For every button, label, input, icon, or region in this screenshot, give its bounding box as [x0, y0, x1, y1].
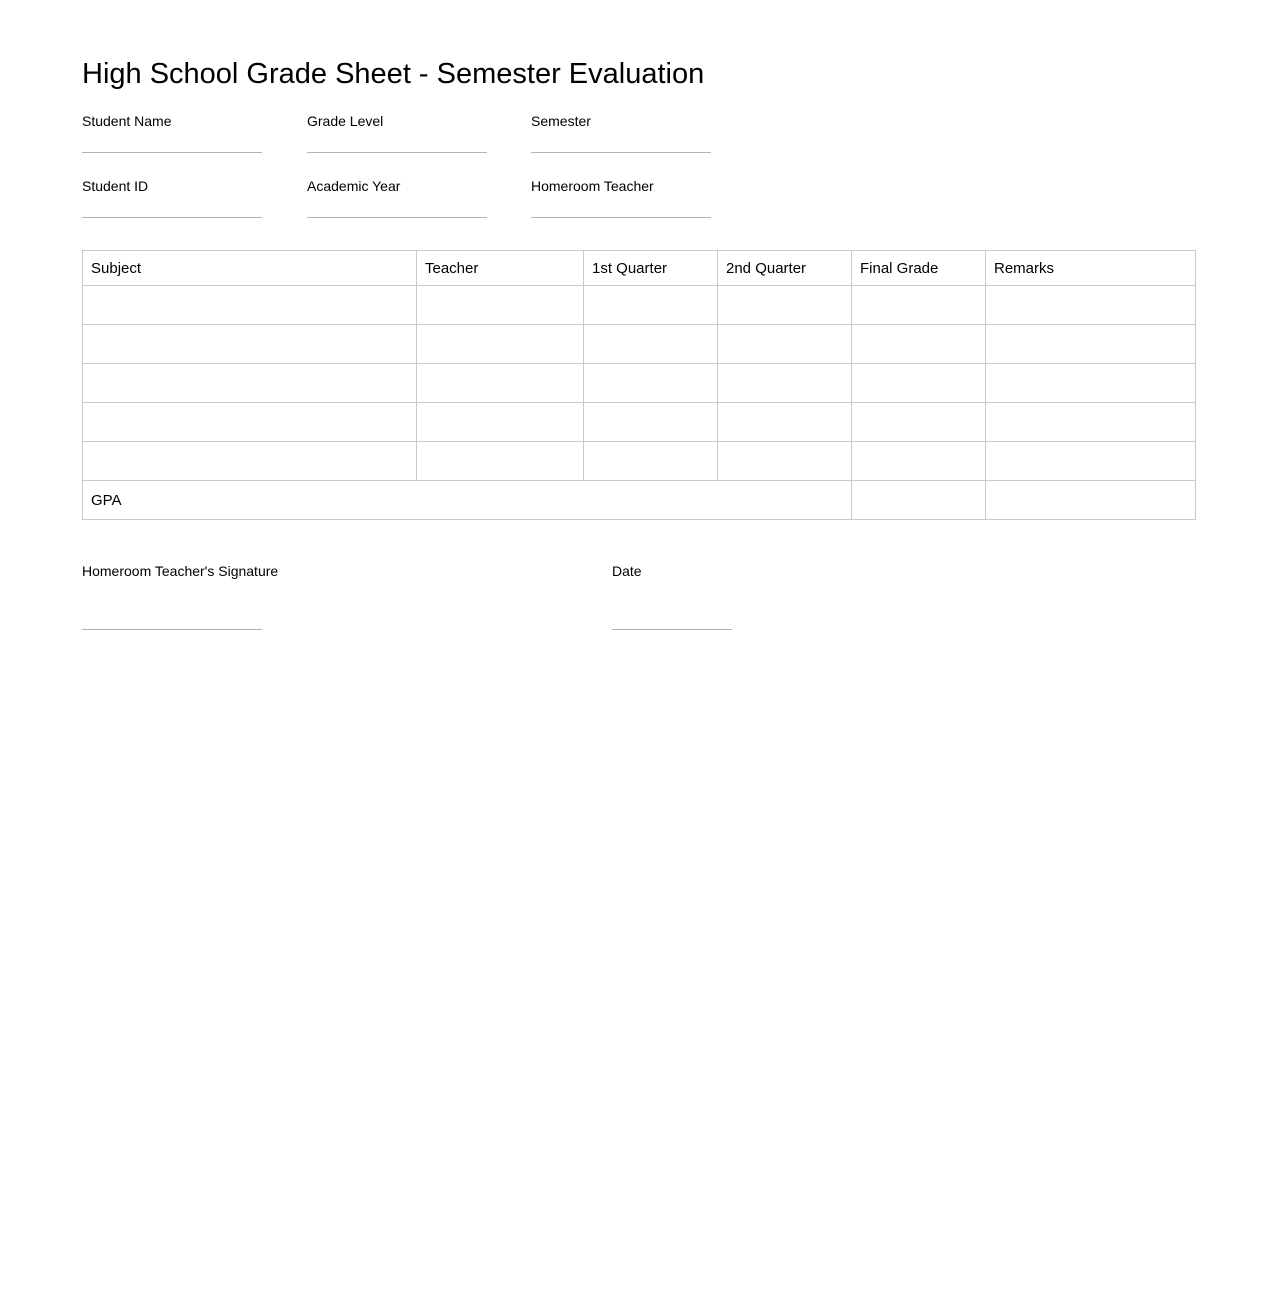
- grade-cell[interactable]: [417, 325, 584, 364]
- grade-cell[interactable]: [852, 442, 986, 481]
- grade-cell[interactable]: [986, 325, 1196, 364]
- grade-row: [83, 364, 1196, 403]
- signature-block: [82, 563, 612, 630]
- field-student-id: [82, 178, 307, 218]
- field-academic-year: [307, 178, 531, 218]
- homeroom-teacher-input[interactable]: [531, 198, 711, 218]
- col-header-2nd-quarter: 2nd Quarter: [718, 251, 852, 286]
- academic-year-label: Academic Year: [307, 178, 401, 194]
- student-name-label: Student Name: [82, 113, 172, 129]
- grade-cell[interactable]: [417, 442, 584, 481]
- grade-cell[interactable]: [718, 364, 852, 403]
- gpa-label-cell: GPA: [83, 481, 852, 520]
- gpa-row-section: [83, 481, 1196, 520]
- field-homeroom-teacher: [531, 178, 1195, 218]
- grade-cell[interactable]: [718, 442, 852, 481]
- page-title: High School Grade Sheet - Semester Evaluation: [82, 58, 705, 90]
- field-semester: [531, 113, 1195, 153]
- grade-level-label: Grade Level: [307, 113, 384, 129]
- semester-input[interactable]: [531, 133, 711, 153]
- semester-label: Semester: [531, 113, 591, 129]
- grade-cell[interactable]: [584, 325, 718, 364]
- grade-row: [83, 403, 1196, 442]
- grade-cell[interactable]: [83, 403, 417, 442]
- grade-cell[interactable]: [986, 286, 1196, 325]
- grade-cell[interactable]: [852, 286, 986, 325]
- grade-row: [83, 442, 1196, 481]
- grade-cell[interactable]: [83, 442, 417, 481]
- grade-cell[interactable]: [718, 325, 852, 364]
- grade-cell[interactable]: [417, 403, 584, 442]
- grade-cell[interactable]: [584, 286, 718, 325]
- grade-cell[interactable]: [852, 325, 986, 364]
- student-info-fields: [82, 113, 1195, 218]
- student-name-input[interactable]: [82, 133, 262, 153]
- gpa-row: [83, 481, 1196, 520]
- grade-cell[interactable]: [83, 325, 417, 364]
- grade-table-header: [83, 251, 1196, 286]
- grade-cell[interactable]: [986, 442, 1196, 481]
- col-header-subject: Subject: [83, 251, 417, 286]
- homeroom-teacher-label: Homeroom Teacher: [531, 178, 654, 194]
- date-input[interactable]: [612, 616, 732, 630]
- signature-input[interactable]: [82, 616, 262, 630]
- grade-cell[interactable]: [83, 364, 417, 403]
- col-header-remarks: Remarks: [986, 251, 1196, 286]
- col-header-final-grade: Final Grade: [852, 251, 986, 286]
- signature-section: [82, 563, 1195, 630]
- academic-year-input[interactable]: [307, 198, 487, 218]
- field-grade-level: [307, 113, 531, 153]
- col-header-1st-quarter: 1st Quarter: [584, 251, 718, 286]
- header-row: [83, 251, 1196, 286]
- student-id-input[interactable]: [82, 198, 262, 218]
- grade-cell[interactable]: [986, 403, 1196, 442]
- grade-table-body: [83, 286, 1196, 481]
- col-header-teacher: Teacher: [417, 251, 584, 286]
- grade-cell[interactable]: [852, 364, 986, 403]
- grade-table: [82, 250, 1196, 520]
- grade-row: [83, 286, 1196, 325]
- date-block: [612, 563, 732, 630]
- grade-row: [83, 325, 1196, 364]
- field-student-name: [82, 113, 307, 153]
- student-id-label: Student ID: [82, 178, 149, 194]
- grade-cell[interactable]: [986, 364, 1196, 403]
- grade-cell[interactable]: [417, 364, 584, 403]
- grade-cell[interactable]: [584, 364, 718, 403]
- date-label: Date: [612, 563, 642, 579]
- grade-cell[interactable]: [83, 286, 417, 325]
- gpa-remarks-cell[interactable]: [986, 481, 1196, 520]
- signature-label: Homeroom Teacher's Signature: [82, 563, 279, 579]
- grade-cell[interactable]: [852, 403, 986, 442]
- grade-level-input[interactable]: [307, 133, 487, 153]
- grade-cell[interactable]: [718, 286, 852, 325]
- grade-cell[interactable]: [417, 286, 584, 325]
- gpa-value-cell[interactable]: [852, 481, 986, 520]
- grade-cell[interactable]: [584, 403, 718, 442]
- grade-cell[interactable]: [718, 403, 852, 442]
- grade-cell[interactable]: [584, 442, 718, 481]
